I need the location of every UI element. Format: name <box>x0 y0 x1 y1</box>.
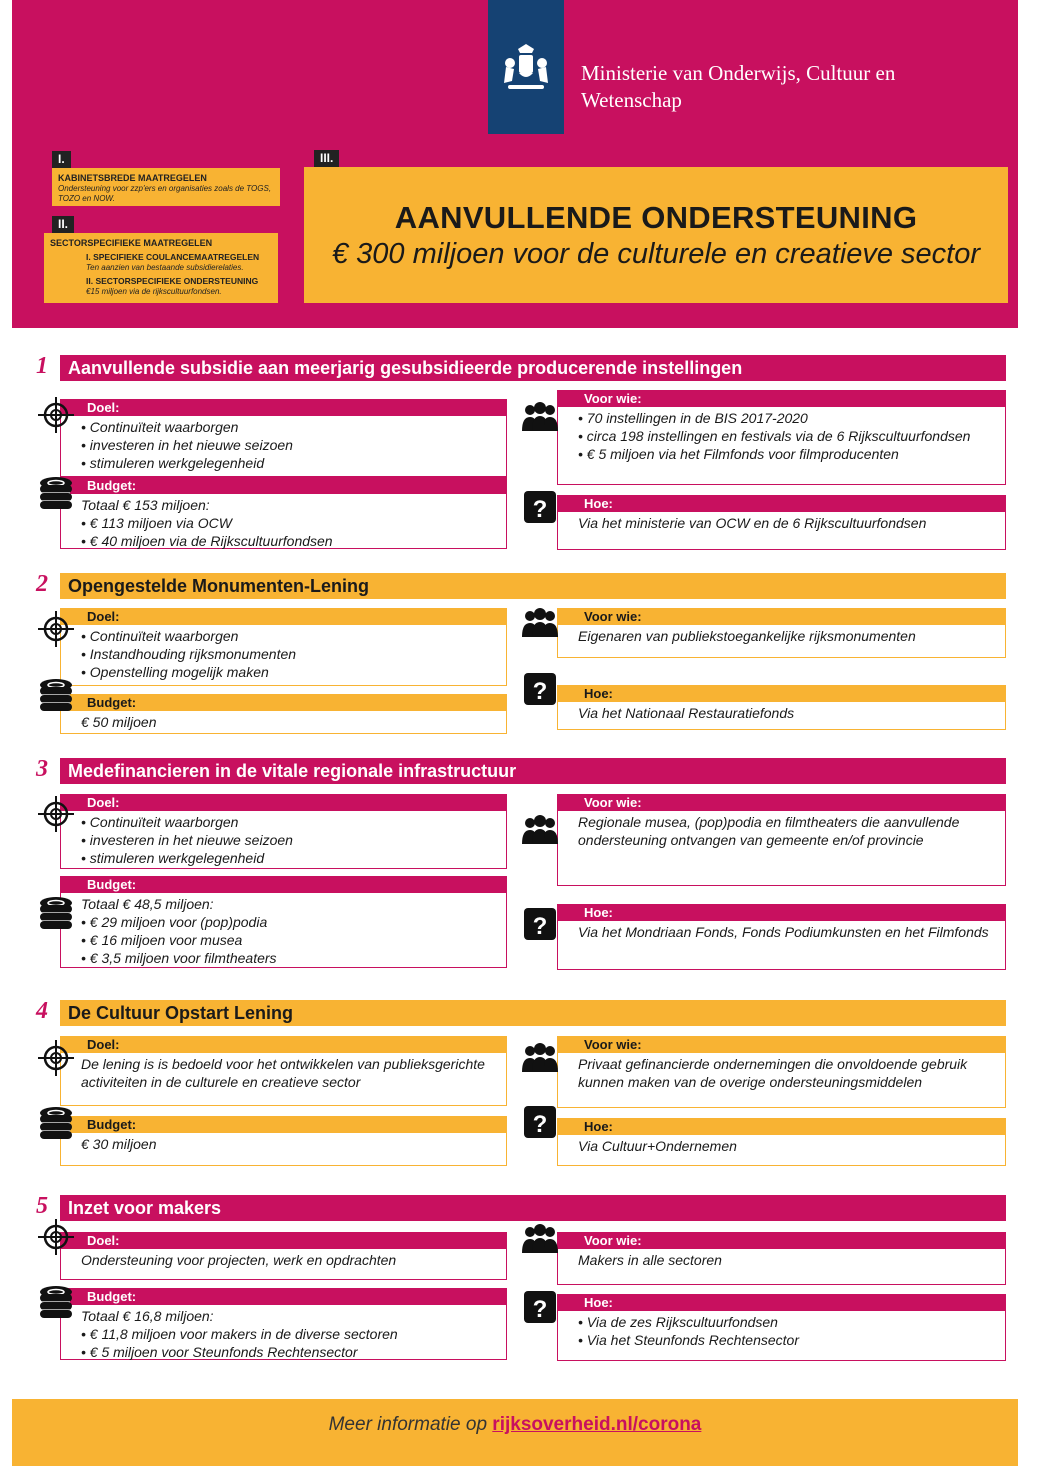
hoe-label: Hoe: <box>558 1119 1005 1135</box>
coins-icon <box>36 893 76 933</box>
question-icon <box>520 1102 560 1142</box>
question-icon <box>520 669 560 709</box>
people-icon <box>520 810 560 850</box>
voorwie-label: Voor wie: <box>558 1233 1005 1249</box>
voorwie-line: • circa 198 instellingen en festivals via de 6 Rijkscultuurfondsen <box>578 428 971 444</box>
question-icon <box>520 1287 560 1327</box>
coins-icon <box>36 473 76 513</box>
doel-card <box>60 399 507 477</box>
section-number: 2 <box>36 571 48 597</box>
target-icon <box>36 1217 76 1257</box>
voorwie-line: Makers in alle sectoren <box>578 1252 722 1268</box>
hoe-label: Hoe: <box>558 905 1005 921</box>
section-number: 1 <box>36 353 48 379</box>
budget-card <box>60 477 507 549</box>
voorwie-line: • 70 instellingen in de BIS 2017-2020 <box>578 410 808 426</box>
voorwie-line: Eigenaren van publiekstoegankelijke rijksmonumenten <box>578 628 916 644</box>
box1 <box>52 168 280 206</box>
section-number: 4 <box>36 998 48 1024</box>
voorwie-label: Voor wie: <box>558 1037 1005 1053</box>
doel-card <box>60 1036 507 1106</box>
people-icon <box>520 397 560 437</box>
target-icon <box>36 794 76 834</box>
doel-label: Doel: <box>61 1037 506 1053</box>
voorwie-label: Voor wie: <box>558 391 1005 407</box>
budget-label: Budget: <box>61 695 506 711</box>
svg-text:?: ? <box>532 678 548 705</box>
box2-title: SECTORSPECIFIEKE MAATREGELEN <box>50 238 213 248</box>
section-number: 3 <box>36 756 48 782</box>
doel-line: • stimuleren werkgelegenheid <box>81 850 265 866</box>
voorwie-line: Privaat gefinancierde ondernemingen die onvoldoende gebruik <box>578 1056 968 1072</box>
doel-line: • Continuïteit waarborgen <box>81 628 239 644</box>
doel-line: • Openstelling mogelijk maken <box>81 664 269 680</box>
budget-label: Budget: <box>61 877 506 893</box>
hoe-line: Via Cultuur+Ondernemen <box>578 1138 737 1154</box>
target-icon <box>36 395 76 435</box>
coins-icon <box>36 675 76 715</box>
doel-line: • Continuïteit waarborgen <box>81 419 239 435</box>
doel-line: Ondersteuning voor projecten, werk en opdrachten <box>81 1252 397 1268</box>
hoe-card <box>557 904 1006 970</box>
budget-line: • € 11,8 miljoen voor makers in de diverse sectoren <box>81 1326 398 1342</box>
box1-sub: Ondersteuning voor zzp'ers en organisaties zoals de TOGS, TOZO en NOW. <box>58 184 272 203</box>
hoe-label: Hoe: <box>558 496 1005 512</box>
doel-label: Doel: <box>61 1233 506 1249</box>
hoe-line: • Via het Steunfonds Rechtensector <box>578 1332 800 1348</box>
coins-icon <box>36 1103 76 1143</box>
voorwie-card <box>557 390 1006 485</box>
voorwie-card <box>557 794 1006 886</box>
budget-card <box>60 876 507 968</box>
footer <box>12 1399 1018 1466</box>
coins-icon <box>36 1282 76 1322</box>
budget-line: • € 113 miljoen via OCW <box>81 515 232 531</box>
doel-line: • stimuleren werkgelegenheid <box>81 455 265 471</box>
hoe-card <box>557 495 1006 550</box>
budget-line: • € 29 miljoen voor (pop)podia <box>81 914 268 930</box>
voorwie-label: Voor wie: <box>558 795 1005 811</box>
svg-text:?: ? <box>532 1296 548 1323</box>
question-icon <box>520 487 560 527</box>
hoe-line: Via het ministerie van OCW en de 6 Rijkscultuurfondsen <box>578 515 927 531</box>
box3-number: III. <box>314 150 339 167</box>
doel-line: De lening is is bedoeld voor het ontwikkelen van publieksgerichte <box>81 1056 485 1072</box>
hoe-line: Via het Nationaal Restauratiefonds <box>578 705 795 721</box>
doel-line: • Continuïteit waarborgen <box>81 814 239 830</box>
budget-card <box>60 694 507 734</box>
section-title: Opengestelde Monumenten-Lening <box>60 573 1006 599</box>
box2-item2-sub: €15 miljoen via de rijkscultuurfondsen. <box>86 287 222 296</box>
voorwie-card <box>557 1232 1006 1285</box>
budget-line: Totaal € 48,5 miljoen: <box>81 896 214 912</box>
doel-line: • investeren in het nieuwe seizoen <box>81 437 293 453</box>
budget-label: Budget: <box>61 478 506 494</box>
question-icon <box>520 904 560 944</box>
section-title: Aanvullende subsidie aan meerjarig gesubsidieerde producerende instellingen <box>60 355 1006 381</box>
doel-line: • Instandhouding rijksmonumenten <box>81 646 297 662</box>
doel-card <box>60 794 507 869</box>
budget-label: Budget: <box>61 1117 506 1133</box>
budget-card <box>60 1116 507 1166</box>
svg-text:?: ? <box>532 1111 548 1138</box>
hoe-card <box>557 685 1006 730</box>
budget-line: • € 16 miljoen voor musea <box>81 932 243 948</box>
target-icon <box>36 609 76 649</box>
section-number: 5 <box>36 1193 48 1219</box>
box2-number: II. <box>52 216 74 233</box>
footer-link[interactable]: rijksoverheid.nl/corona <box>492 1414 702 1435</box>
box2-item1-sub: Ten aanzien van bestaande subsidierelaties. <box>86 263 244 272</box>
doel-card <box>60 608 507 686</box>
budget-line: Totaal € 16,8 miljoen: <box>81 1308 214 1324</box>
doel-label: Doel: <box>61 400 506 416</box>
hoe-card <box>557 1118 1006 1166</box>
footer-prefix: Meer informatie op <box>328 1414 493 1435</box>
section-3 <box>36 756 1006 966</box>
hoe-label: Hoe: <box>558 1295 1005 1311</box>
people-icon <box>520 603 560 643</box>
doel-card <box>60 1232 507 1280</box>
box2-item1-title: I. SPECIFIEKE COULANCEMAATREGELEN <box>86 252 260 262</box>
budget-line: Totaal € 153 miljoen: <box>81 497 210 513</box>
doel-label: Doel: <box>61 795 506 811</box>
doel-line: • investeren in het nieuwe seizoen <box>81 832 293 848</box>
voorwie-card <box>557 1036 1006 1108</box>
budget-line: • € 3,5 miljoen voor filmtheaters <box>81 950 277 966</box>
voorwie-line: kunnen maken van de overige ondersteuningsmiddelen <box>578 1074 923 1090</box>
box2 <box>44 233 278 303</box>
section-title: Medefinancieren in de vitale regionale infrastructuur <box>60 758 1006 784</box>
target-icon <box>36 1038 76 1078</box>
main-title: AANVULLENDE ONDERSTEUNING <box>394 200 918 235</box>
voorwie-label: Voor wie: <box>558 609 1005 625</box>
voorwie-line: ondersteuning ontvangen van gemeente en/of provincie <box>578 832 924 848</box>
hoe-card <box>557 1294 1006 1361</box>
budget-line: • € 5 miljoen voor Steunfonds Rechtensector <box>81 1344 358 1360</box>
doel-label: Doel: <box>61 609 506 625</box>
section-4 <box>36 1000 1006 1200</box>
coat-of-arms-icon <box>500 41 552 93</box>
section-2 <box>36 573 1006 773</box>
budget-line: € 30 miljoen <box>81 1136 157 1152</box>
people-icon <box>520 1038 560 1078</box>
voorwie-line: • € 5 miljoen via het Filmfonds voor filmproducenten <box>578 446 899 462</box>
hoe-line: Via het Mondriaan Fonds, Fonds Podiumkunsten en het Filmfonds <box>578 924 989 940</box>
hoe-line: • Via de zes Rijkscultuurfondsen <box>578 1314 778 1330</box>
budget-card <box>60 1288 507 1360</box>
box1-title: KABINETSBREDE MAATREGELEN <box>58 173 207 183</box>
voorwie-card <box>557 608 1006 658</box>
section-title: De Cultuur Opstart Lening <box>60 1000 1006 1026</box>
hoe-label: Hoe: <box>558 686 1005 702</box>
main-subtitle: € 300 miljoen voor de culturele en creatieve sector <box>331 238 981 270</box>
section-title: Inzet voor makers <box>60 1195 1006 1221</box>
section-5 <box>36 1195 1006 1395</box>
section-1 <box>36 355 1006 555</box>
header <box>12 0 1018 328</box>
ministry-name: Ministerie van Onderwijs, Cultuur en Wetenschap <box>581 61 896 112</box>
doel-line: activiteiten in de culturele en creatieve sector <box>81 1074 361 1090</box>
budget-label: Budget: <box>61 1289 506 1305</box>
svg-text:?: ? <box>532 496 548 523</box>
people-icon <box>520 1219 560 1259</box>
box1-number: I. <box>52 151 71 168</box>
voorwie-line: Regionale musea, (pop)podia en filmtheaters die aanvullende <box>578 814 960 830</box>
box3 <box>304 167 1008 303</box>
svg-text:?: ? <box>532 913 548 940</box>
logo <box>488 0 564 134</box>
budget-line: • € 40 miljoen via de Rijkscultuurfondsen <box>81 533 333 549</box>
budget-line: € 50 miljoen <box>81 714 157 730</box>
box2-item2-title: II. SECTORSPECIFIEKE ONDERSTEUNING <box>86 276 259 286</box>
poster <box>12 0 1018 1466</box>
